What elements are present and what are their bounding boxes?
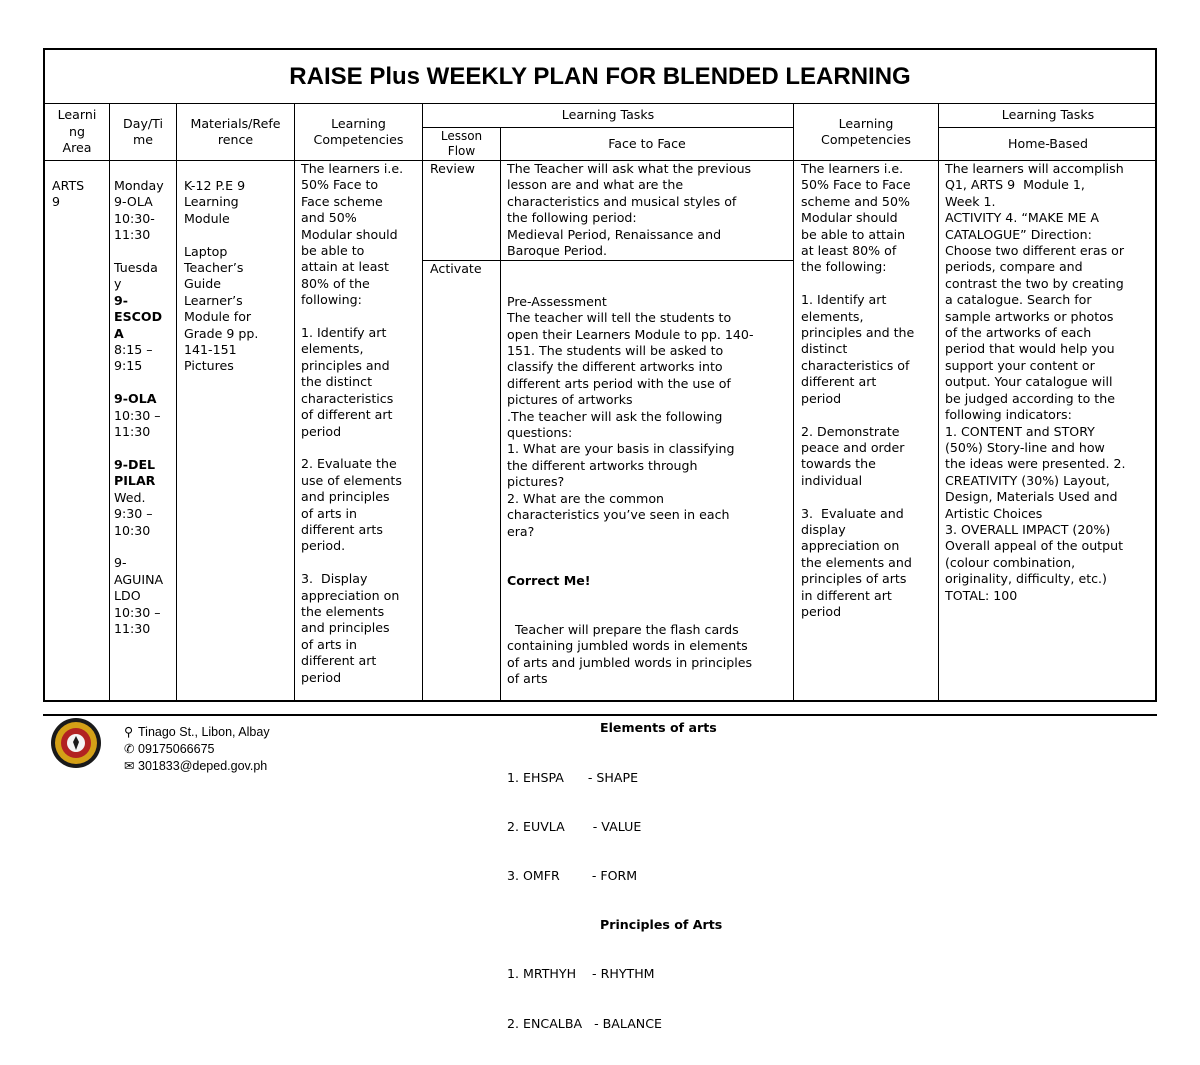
schedule-line: 10:30 [114,522,151,538]
address-text: Tinago St., Libon, Albay [138,725,270,739]
schedule-line: 10:30 – [114,407,161,423]
divider [109,104,110,702]
schedule-line: 9-OLA [114,391,157,407]
schedule-line: 9-OLA [114,194,153,210]
footer-address [124,724,270,740]
review-text: The Teacher will ask what the previous lesson are and what are the characteristics and musical styles of the following period: Medieval Period, Renaissance and Baroque Period. [507,161,752,259]
schedule-line [114,539,176,555]
footer-divider [43,714,1157,716]
header-competencies-2: Learning Competencies [821,115,911,147]
schedule-line: Tuesda [114,260,158,276]
header-learning-area: Learni ng Area [57,107,97,156]
elements-heading: Elements of arts [600,720,717,736]
schedule-line: AGUINA [114,571,164,587]
schedule-line [114,375,176,391]
day-time-schedule [114,178,176,637]
schedule-line: 11:30 [114,227,151,243]
schedule-line: 9- [114,292,128,308]
schedule-line: 11:30 [114,620,151,636]
footer-email [124,758,267,774]
home-based-tasks: The learners will accomplish Q1, ARTS 9 Module 1, Week 1. ACTIVITY 4. “MAKE ME A CATALOGUE” Direction: Choose two different eras or periods, compare and contrast the two by creating a catalogue. Search for sample artworks or photos of the artworks of each period that would help you support your content or output. Your catalogue will be judged according to the following indicators: 1. CONTENT and STORY (50%) Story-line and how the ideas were presented. 2. CREATIVITY (30%) Layout, Design, Materials Used and Artistic Choices 3. OVERALL IMPACT (20%) Overall appeal of the output (colour combination, originality, difficulty, etc.) TOTAL: 100 [945,161,1126,603]
schedule-line: Monday [114,178,164,193]
divider [500,127,501,702]
activate-text-block [507,261,793,1031]
header-competencies: Learning Competencies [313,115,404,147]
phone-text: 09175066675 [138,742,215,756]
schedule-line: 10:30 – [114,604,161,620]
schedule-line: Wed. [114,489,146,505]
phone-icon: ✆ [124,742,135,756]
principles-item: 2. ENCALBA - BALANCE [507,1015,662,1031]
correct-me-heading: Correct Me! [507,572,591,588]
schedule-line: y [114,276,122,292]
elements-item: 3. OMFR - FORM [507,868,638,884]
schedule-line: 9:30 – [114,506,153,522]
schedule-line: 10:30- [114,210,155,226]
schedule-line: 11:30 [114,424,151,440]
divider [176,104,177,702]
schedule-line: 9:15 [114,358,143,374]
materials-list: K-12 P.E 9 Learning Module Laptop Teacher’s Guide Learner’s Module for Grade 9 pp. 141-151 Pictures [184,178,259,374]
schedule-line [114,441,176,457]
divider [938,104,939,702]
lesson-flow-review: Review [430,161,475,176]
schedule-line: 8:15 – [114,342,153,358]
email-text: 301833@deped.gov.ph [138,759,268,773]
header-lesson-flow: Lesson Flow [440,129,483,158]
schedule-line [114,244,176,260]
header-materials: Materials/Refe rence [190,115,281,147]
header-home-based: Home-Based [1008,135,1088,151]
divider [294,104,295,702]
email-icon: ✉ [124,759,135,773]
competencies-list-2: The learners i.e. 50% Face to Face scheme and 50% Modular should be able to attain at least 80% of the following: 1. Identify art elements, principles and the distinct characteristics of different art period 2. Demonstrate peace and order towards the individual 3. Evaluate and display appreciation on the elements and principles of arts in different art period [801,161,915,619]
lesson-flow-activate: Activate [430,261,482,276]
elements-item: 1. EHSPA - SHAPE [507,769,639,785]
correct-me-text: Teacher will prepare the flash cards containing jumbled words in elements of arts and jumbled words in principles of arts [507,621,753,687]
competencies-list: The learners i.e. 50% Face to Face scheme and 50% Modular should be able to attain at least 80% of the following: 1. Identify art elements, principles and the distinct characteristics of different art period 2. Evaluate the use of elements and principles of arts in different arts period. 3. Display appreciation on the elements and principles of arts in different art period [301,161,404,685]
divider [422,104,423,702]
header-learning-tasks-2: Learning Tasks [1001,107,1095,123]
elements-item: 2. EUVLA - VALUE [507,818,642,834]
schedule-line: ESCOD [114,309,163,325]
schedule-line: 9-DEL [114,456,156,472]
schedule-line: 9- [114,555,127,571]
header-day-time: Day/Ti me [123,115,163,147]
activate-text: Pre-Assessment The teacher will tell the students to open their Learners Module to pp. 140- 151. The students will be asked to classify the different artworks into different arts period with the use of pictures of artworks .The teacher will ask the following questions: 1. What are your basis in classifying the different artworks through pictures? 2. What are the common characteristics you’ve seen in each era? [507,293,754,539]
principles-heading: Principles of Arts [600,917,723,933]
schedule-line: LDO [114,588,141,604]
footer-phone [124,741,214,757]
header-learning-tasks: Learning Tasks [561,107,655,123]
page-title: RAISE Plus WEEKLY PLAN FOR BLENDED LEARNING [45,50,1155,104]
divider [793,104,794,702]
schedule-line: PILAR [114,473,156,489]
location-pin-icon: ⚲ [124,725,134,739]
principles-item: 1. MRTHYH - RHYTHM [507,966,655,982]
header-face-to-face: Face to Face [608,135,686,151]
learning-area-value: ARTS 9 [52,178,85,210]
schedule-line: A [114,325,124,341]
school-seal-logo [50,717,102,769]
